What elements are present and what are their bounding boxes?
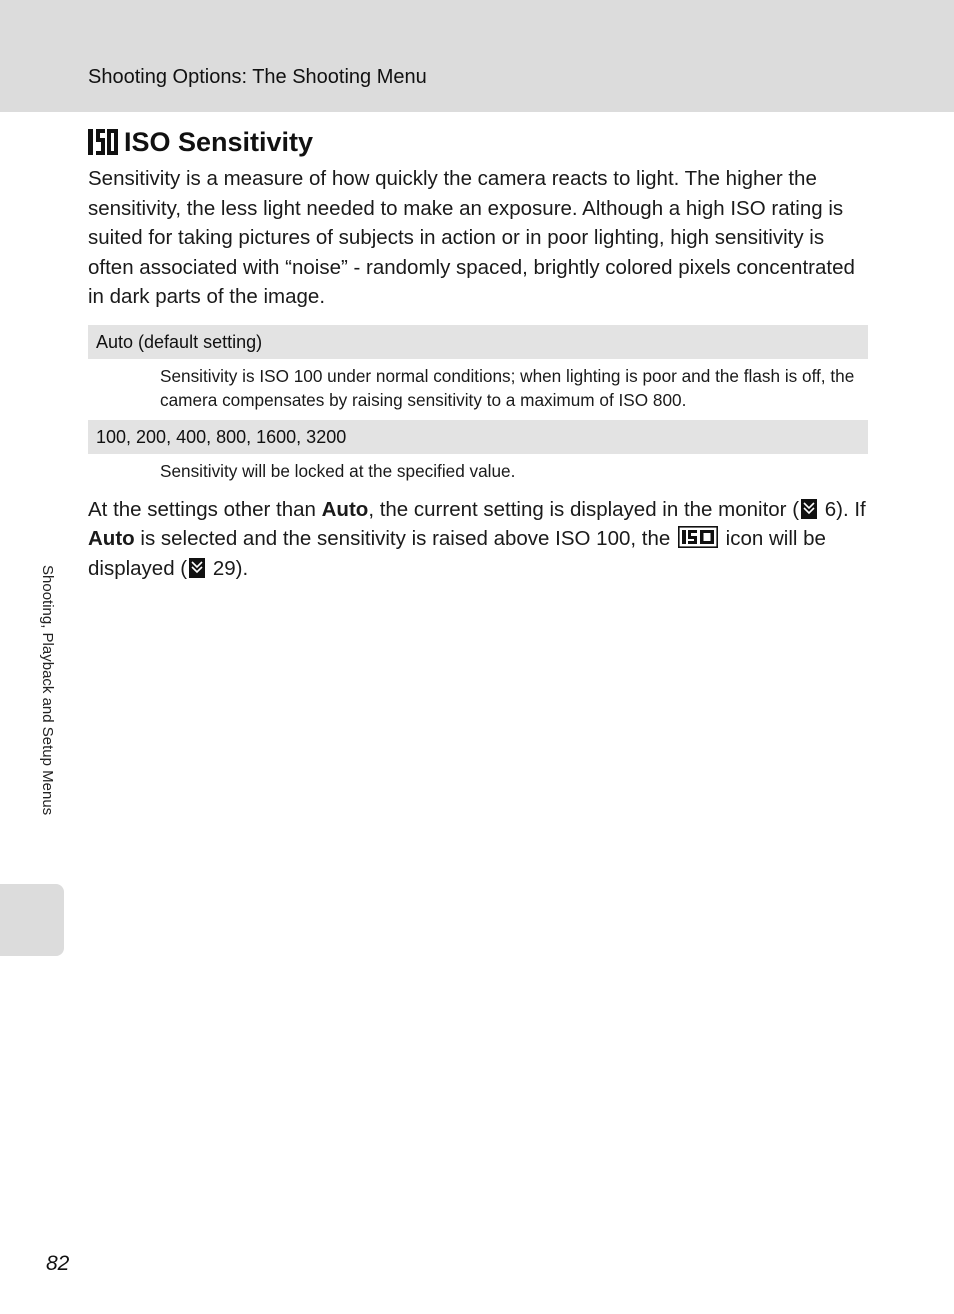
page-number: 82 (46, 1252, 70, 1275)
reference-page-6: 6). If (819, 497, 866, 521)
sidebar-tab (0, 884, 64, 956)
iso-icon (678, 526, 718, 548)
option-auto-description: Sensitivity is ISO 100 under normal conditions; when lighting is poor and the flash is off, the camera compensates by raising sensitivity to a maximum of ISO 800. (160, 365, 855, 410)
trailing-text-2: , the current setting is displayed in the monitor ( (368, 497, 800, 521)
section-heading (88, 124, 313, 160)
trailing-text-1: At the settings other than (88, 497, 322, 521)
option-auto-label: Auto (default setting) (88, 325, 868, 359)
reference-page-29: 29). (207, 556, 249, 580)
sidebar-section-label: Shooting, Playback and Setup Menus (39, 565, 56, 816)
trailing-text-4: icon will be displayed ( (88, 527, 826, 580)
iso-sensitivity-icon (88, 129, 118, 155)
trailing-paragraph (88, 495, 868, 584)
option-fixed-description: Sensitivity will be locked at the specified value. (160, 460, 516, 481)
trailing-text-3: is selected and the sensitivity is raised above ISO 100, the (134, 527, 676, 550)
header-band (0, 0, 954, 112)
auto-keyword: Auto (321, 497, 369, 521)
intro-paragraph: Sensitivity is a measure of how quickly the camera reacts to light. The higher the sensitivity, the less light needed to make an exposure. Although a high ISO rating is suited for taking pictures of subjects in action or in poor lighting, high sensitivity is often associated with “noise” - randomly spaced, brightly colored pixels concentrated in dark parts of the image. (88, 167, 855, 308)
section-title: ISO Sensitivity (124, 126, 314, 157)
page-reference-icon (801, 498, 817, 518)
auto-keyword-2: Auto (88, 527, 135, 550)
main-content (88, 164, 868, 583)
option-fixed-label: 100, 200, 400, 800, 1600, 3200 (88, 420, 868, 454)
page-reference-icon-2 (189, 557, 205, 577)
header-title: Shooting Options: The Shooting Menu (88, 66, 427, 88)
